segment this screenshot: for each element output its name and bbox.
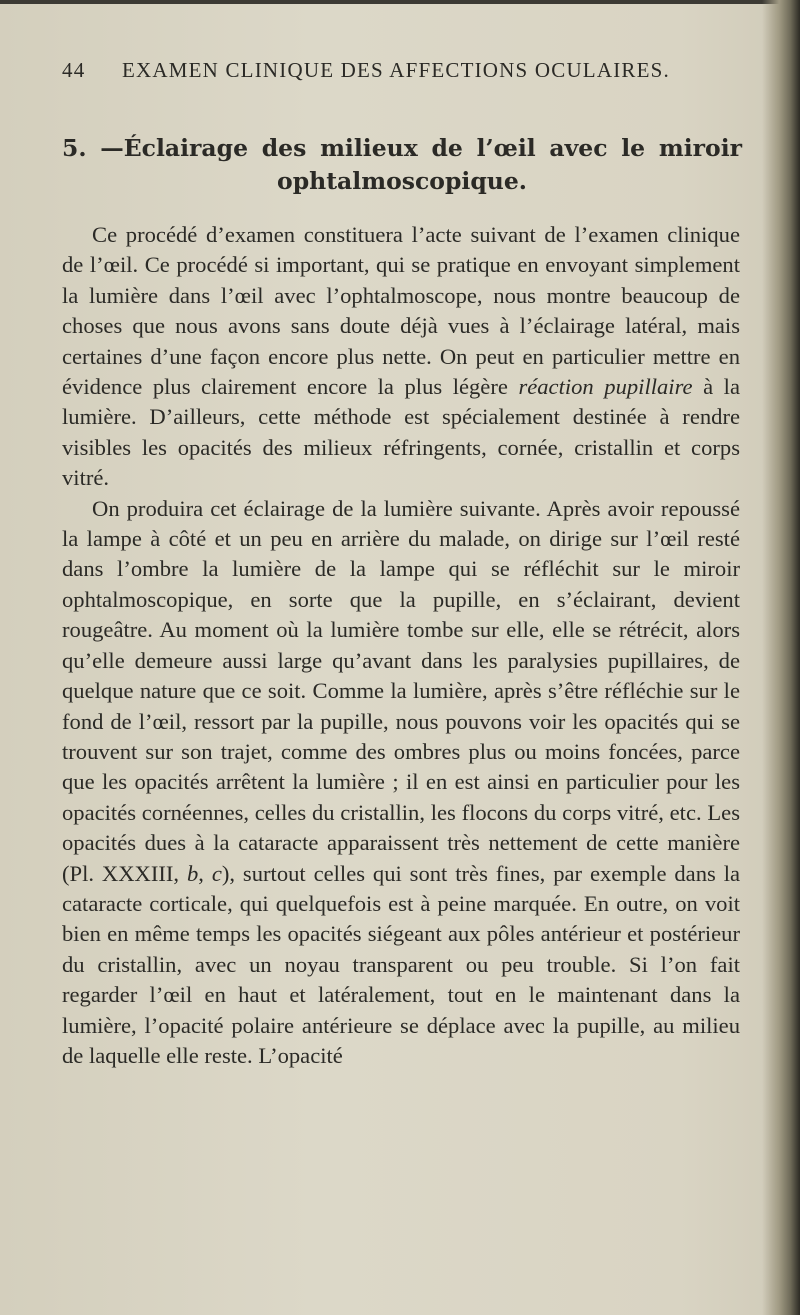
page-right-edge-shadow <box>762 0 800 1315</box>
paragraph-1 <box>62 220 740 494</box>
page-number: 44 <box>62 57 86 82</box>
top-edge-rule <box>0 0 800 4</box>
section-heading-line-2: ophtalmoscopique. <box>277 167 527 195</box>
paragraph-2-emphasis-c: c <box>211 860 222 886</box>
paragraph-2-emphasis-b: b <box>186 860 199 886</box>
paragraph-2-separator: , <box>198 860 212 886</box>
body-text <box>62 220 740 1071</box>
paragraph-2 <box>62 494 740 1072</box>
paragraph-2-text-b: ), surtout celles qui sont très fines, par exemple dans la cataracte corticale, qui quelquefois est à peine marquée. En outre, on voit bien en même temps les opacités siégeant aux pôles antérieur et postérieur du cristallin, avec un noyau transparent ou peu trouble. Si l’on fait regarder l’œil en haut et latéralement, tout en le maintenant dans la lumière, l’opacité polaire antérieure se déplace avec la pupille, au milieu de laquelle elle reste. L’opacité <box>62 860 740 1068</box>
running-head <box>62 52 742 88</box>
section-heading <box>62 132 742 198</box>
section-heading-line-1: 5. —Éclairage des milieux de l’œil avec le miroir <box>62 134 742 162</box>
paragraph-1-emphasis: réaction pupillaire <box>518 374 693 400</box>
running-title: EXAMEN CLINIQUE DES AFFECTIONS OCULAIRES. <box>122 57 670 82</box>
paragraph-1-text-b: à la lumière. D’ailleurs, cette méthode est spécialement destinée à rendre visibles les opacités des milieux réfringents, cornée, cristallin et corps vitré. <box>62 374 740 491</box>
paragraph-1-text-a: Ce procédé d’examen constituera l’acte suivant de l’examen clinique de l’œil. Ce procédé si important, qui se pratique en envoyant simplement la lumière dans l’œil avec l’ophtalmoscope, nous montre beaucoup de choses que nous avons sans doute déjà vues à l’éclairage latéral, mais certaines d’une façon encore plus nette. On peut en particulier mettre en évidence plus clairement encore la plus légère <box>62 222 740 400</box>
paragraph-2-text-a: On produira cet éclairage de la lumière suivante. Après avoir repoussé la lampe à côté et un peu en arrière du malade, on dirige sur l’œil resté dans l’ombre la lumière de la lampe qui se réfléchit sur le miroir ophtalmoscopique, en sorte que la pupille, en s’éclairant, devient rougeâtre. Au moment où la lumière tombe sur elle, elle se rétrécit, alors qu’elle demeure aussi large qu’avant dans les paralysies pupillaires, de quelque nature que ce soit. Comme la lumière, après s’être réfléchie sur le fond de l’œil, ressort par la pupille, nous pouvons voir les opacités qui se trouvent sur son trajet, comme des ombres plus ou moins foncées, parce que les opacités arrêtent la lumière ; il en est ainsi en particulier pour les opacités cornéennes, celles du cristallin, les flocons du corps vitré, etc. Les opacités dues à la cataracte apparaissent très nettement de cette manière (Pl. XXXIII, <box>62 495 740 886</box>
